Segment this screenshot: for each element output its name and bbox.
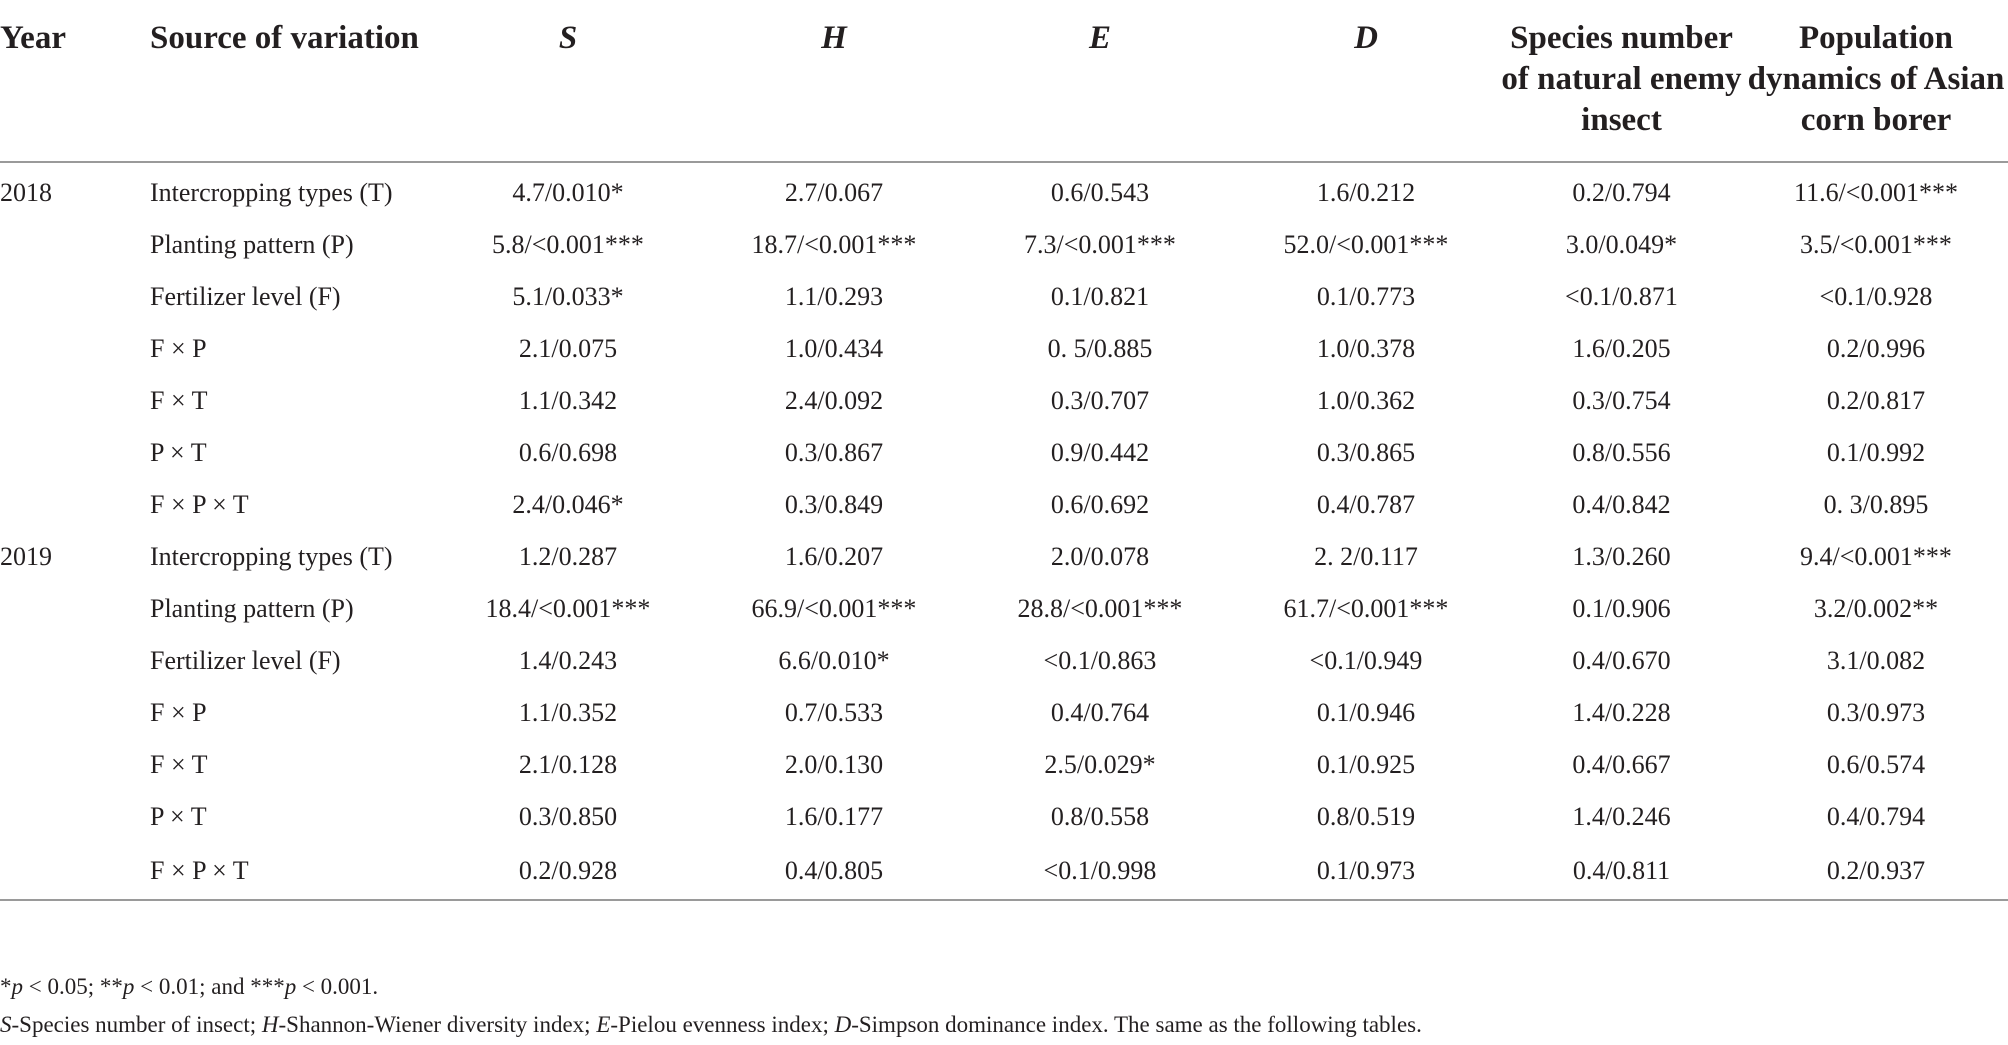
sig-t2: < 0.01; and *** — [134, 974, 285, 999]
cell-e: 28.8/<0.001*** — [1017, 594, 1183, 623]
sig-t1: < 0.05; ** — [23, 974, 123, 999]
cell-source: Planting pattern (P) — [150, 594, 354, 623]
table-row — [0, 739, 2008, 791]
cell-d: <0.1/0.949 — [1309, 646, 1423, 675]
cell-population: 0. 3/0.895 — [1823, 490, 1929, 519]
cell-year — [0, 219, 140, 271]
cell-species: 1.4/0.246 — [1572, 802, 1671, 831]
cell-year — [0, 583, 140, 635]
cell-species: 3.0/0.049* — [1565, 230, 1678, 259]
cell-e: 0.4/0.764 — [1050, 698, 1150, 727]
cell-species: 1.6/0.205 — [1572, 334, 1671, 363]
cell-h: 18.7/<0.001*** — [751, 230, 917, 259]
cell-species: 0.4/0.842 — [1572, 490, 1671, 519]
table-row — [0, 635, 2008, 687]
table-row — [0, 375, 2008, 427]
cell-species: 0.1/0.906 — [1572, 594, 1671, 623]
table-row — [0, 479, 2008, 531]
cell-s: 5.8/<0.001*** — [492, 230, 644, 259]
cell-population: 0.6/0.574 — [1826, 750, 1926, 779]
cell-d: 0.1/0.946 — [1316, 698, 1416, 727]
cell-year — [0, 479, 140, 531]
cell-s: 5.1/0.033* — [512, 282, 624, 311]
header-corn-borer-population: Population dynamics of Asian corn borer — [1744, 0, 2008, 162]
cell-source: F × P — [150, 698, 207, 727]
cell-d: 0.3/0.865 — [1316, 438, 1416, 467]
sig-t3: < 0.001. — [296, 974, 379, 999]
header-h: H — [701, 0, 967, 162]
cell-year — [0, 323, 140, 375]
cell-h: 0.7/0.533 — [784, 698, 884, 727]
cell-s: 18.4/<0.001*** — [485, 594, 651, 623]
cell-year — [0, 427, 140, 479]
cell-population: <0.1/0.928 — [1819, 282, 1933, 311]
table-footnotes — [0, 968, 1422, 1044]
cell-year — [0, 375, 140, 427]
cell-s: 1.4/0.243 — [518, 646, 618, 675]
cell-source: F × P × T — [140, 843, 435, 900]
abbr-s-text: -Species number of insect; — [11, 1012, 262, 1037]
table-row — [0, 843, 2008, 900]
cell-species: 1.4/0.228 — [1572, 698, 1671, 727]
header-d: D — [1233, 0, 1499, 162]
cell-source: Fertilizer level (F) — [150, 282, 341, 311]
cell-population: 0.3/0.973 — [1826, 698, 1926, 727]
cell-e: 0.3/0.707 — [1050, 386, 1150, 415]
abbr-d-text: -Simpson dominance index. The same as the following tables. — [851, 1012, 1422, 1037]
abbr-d: D — [834, 1012, 852, 1037]
cell-population: 0.1/0.992 — [1826, 438, 1926, 467]
cell-s: 1.2/0.287 — [518, 542, 618, 571]
cell-source: P × T — [150, 438, 207, 467]
cell-h: 0.3/0.867 — [784, 438, 884, 467]
cell-s: 1.1/0.342 — [518, 386, 618, 415]
cell-d: 0.8/0.519 — [1316, 802, 1416, 831]
cell-species: 1.3/0.260 — [1572, 542, 1671, 571]
cell-h: 1.1/0.293 — [784, 282, 884, 311]
sig-p2: p — [122, 974, 135, 999]
cell-population: 0.4/0.794 — [1826, 802, 1926, 831]
cell-population: 3.5/<0.001*** — [1800, 230, 1952, 259]
cell-s: 0.3/0.850 — [518, 802, 618, 831]
header-source-of-variation: Source of variation — [140, 0, 435, 162]
cell-d: 1.0/0.362 — [1316, 386, 1416, 415]
cell-e: 0. 5/0.885 — [1047, 334, 1153, 363]
cell-h: 0.4/0.805 — [701, 843, 967, 900]
cell-population: 0.2/0.817 — [1826, 386, 1926, 415]
cell-s: 2.4/0.046* — [512, 490, 624, 519]
cell-source: Intercropping types (T) — [150, 542, 393, 571]
table-row — [0, 583, 2008, 635]
table-row — [0, 323, 2008, 375]
cell-population: 3.1/0.082 — [1826, 646, 1926, 675]
cell-s: 4.7/0.010* — [512, 178, 624, 207]
cell-source: F × P — [150, 334, 207, 363]
table-row — [0, 791, 2008, 843]
cell-h: 1.0/0.434 — [784, 334, 884, 363]
header-year: Year — [0, 0, 140, 162]
cell-d: 0.1/0.973 — [1233, 843, 1499, 900]
abbreviation-note — [0, 1006, 1422, 1044]
cell-h: 2.7/0.067 — [784, 178, 884, 207]
cell-species: 0.4/0.667 — [1572, 750, 1671, 779]
cell-d: 0.1/0.773 — [1316, 282, 1416, 311]
abbr-s: S — [0, 1012, 12, 1037]
table-row — [0, 219, 2008, 271]
cell-species: 0.4/0.670 — [1572, 646, 1671, 675]
cell-d: 1.6/0.212 — [1316, 178, 1416, 207]
cell-species: 0.8/0.556 — [1572, 438, 1671, 467]
header-natural-enemy-species: Species number of natural enemy insect — [1499, 0, 1744, 162]
cell-e: 0.6/0.543 — [1050, 178, 1150, 207]
sig-p3: p — [284, 974, 297, 999]
cell-source: F × T — [150, 386, 208, 415]
abbr-e-text: -Pielou evenness index; — [610, 1012, 835, 1037]
header-e: E — [967, 0, 1233, 162]
cell-species: 0.2/0.794 — [1572, 178, 1671, 207]
table-row — [0, 427, 2008, 479]
cell-population: 0.2/0.996 — [1826, 334, 1926, 363]
cell-d: 61.7/<0.001*** — [1283, 594, 1449, 623]
cell-h: 6.6/0.010* — [778, 646, 890, 675]
sig-p1: p — [11, 974, 23, 999]
cell-source: F × T — [150, 750, 208, 779]
abbr-h: H — [261, 1012, 279, 1037]
cell-e: 0.1/0.821 — [1050, 282, 1150, 311]
cell-population: 9.4/<0.001*** — [1800, 542, 1952, 571]
cell-s: 2.1/0.128 — [518, 750, 618, 779]
cell-d: 1.0/0.378 — [1316, 334, 1416, 363]
significance-note — [0, 968, 1422, 1006]
cell-species: 0.4/0.811 — [1499, 843, 1744, 900]
table-row — [0, 162, 2008, 219]
cell-e: <0.1/0.998 — [967, 843, 1233, 900]
cell-population: 3.2/0.002** — [1813, 594, 1939, 623]
cell-e: 7.3/<0.001*** — [1024, 230, 1176, 259]
cell-population: 11.6/<0.001*** — [1794, 178, 1958, 207]
table-row — [0, 531, 2008, 583]
table-row — [0, 687, 2008, 739]
table-header — [0, 0, 2008, 162]
cell-year — [0, 843, 140, 900]
cell-e: 2.5/0.029* — [1044, 750, 1156, 779]
cell-h: 2.0/0.130 — [784, 750, 884, 779]
cell-source: P × T — [150, 802, 207, 831]
cell-e: <0.1/0.863 — [1043, 646, 1157, 675]
header-s: S — [435, 0, 701, 162]
cell-s: 0.6/0.698 — [518, 438, 618, 467]
table-row — [0, 271, 2008, 323]
abbr-e: E — [596, 1012, 611, 1037]
cell-d: 0.1/0.925 — [1316, 750, 1416, 779]
cell-source: Intercropping types (T) — [150, 178, 393, 207]
cell-source: Fertilizer level (F) — [150, 646, 341, 675]
abbr-h-text: -Shannon-Wiener diversity index; — [278, 1012, 597, 1037]
cell-e: 2.0/0.078 — [1050, 542, 1150, 571]
cell-s: 0.2/0.928 — [435, 843, 701, 900]
cell-h: 0.3/0.849 — [784, 490, 884, 519]
cell-year — [0, 739, 140, 791]
cell-s: 2.1/0.075 — [518, 334, 618, 363]
sig-star: * — [0, 974, 12, 999]
cell-d: 2. 2/0.117 — [1314, 542, 1418, 571]
cell-species: <0.1/0.871 — [1565, 282, 1678, 311]
cell-h: 1.6/0.207 — [784, 542, 884, 571]
cell-species: 0.3/0.754 — [1572, 386, 1671, 415]
cell-e: 0.9/0.442 — [1050, 438, 1150, 467]
cell-year — [0, 635, 140, 687]
cell-e: 0.8/0.558 — [1050, 802, 1150, 831]
cell-h: 66.9/<0.001*** — [751, 594, 917, 623]
cell-year — [0, 271, 140, 323]
cell-year: 2018 — [0, 178, 52, 207]
cell-year — [0, 791, 140, 843]
cell-e: 0.6/0.692 — [1050, 490, 1150, 519]
cell-year: 2019 — [0, 542, 52, 571]
cell-d: 52.0/<0.001*** — [1283, 230, 1449, 259]
header-row — [0, 0, 2008, 162]
cell-d: 0.4/0.787 — [1316, 490, 1416, 519]
cell-year — [0, 687, 140, 739]
cell-source: Planting pattern (P) — [150, 230, 354, 259]
cell-h: 2.4/0.092 — [784, 386, 884, 415]
cell-population: 0.2/0.937 — [1744, 843, 2008, 900]
cell-h: 1.6/0.177 — [784, 802, 884, 831]
table-body — [0, 162, 2008, 900]
cell-s: 1.1/0.352 — [518, 698, 618, 727]
cell-source: F × P × T — [150, 490, 249, 519]
